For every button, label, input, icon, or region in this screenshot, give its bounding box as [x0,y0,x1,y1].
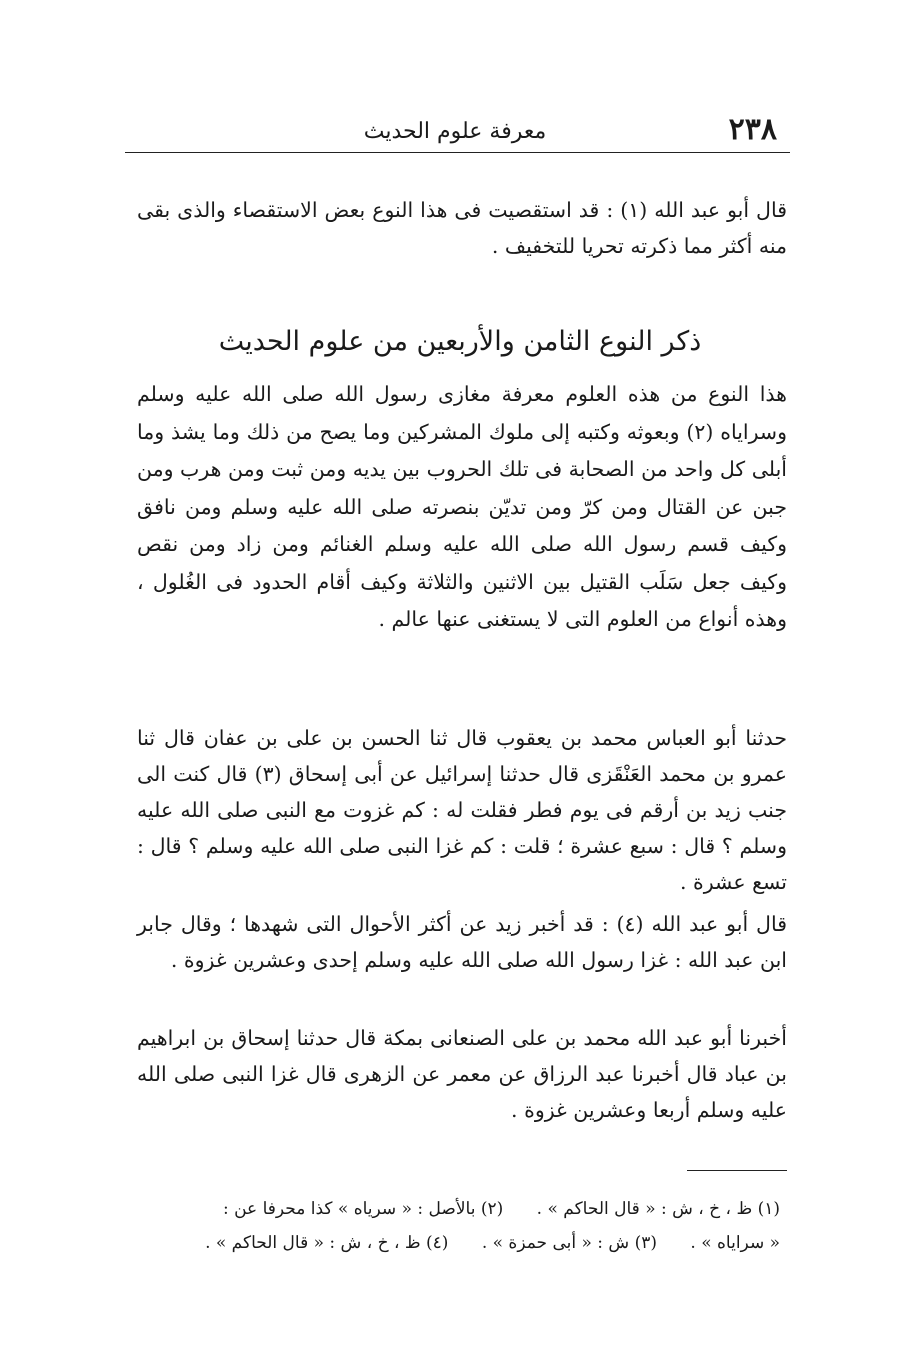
section-heading: ذكر النوع الثامن والأربعين من علوم الحديث [218,326,702,357]
paragraph-abu-abdullah: قال أبو عبد الله (٤) : قد أخبر زيد عن أكثر الأحوال التى شهدها ؛ وقال جابر ابن عبد الله : غزا رسول الله صلى الله عليه وسلم إحدى وعشرين غزوة . [137,912,787,972]
footnote-4: (٤) ظ ، خ ، ش : « قال الحاكم » . [205,1233,449,1253]
paragraph-maghazi: هذا النوع من هذه العلوم معرفة مغازى رسول الله صلى الله عليه وسلم وسراياه (٢) وبعوثه وكتبه إلى ملوك المشركين وما يصح من ذلك وما يشذ وما أبلى كل واحد من الصحابة فى تلك الحروب بين يديه ومن ثبت ومن هرب ومن جبن عن القتال ومن كرّ ومن تديّن بنصرته صلى الله عليه وسلم ومن نافق وكيف قسم رسول الله صلى الله عليه وسلم الغنائم ومن زاد ومن نقص وكيف جعل سَلَب القتيل بين الاثنين والثلاثة وكيف أقام الحدود فى الغُلول ، وهذه أنواع من العلوم التى لا يستغنى عنها عالم . [137,382,788,631]
page-header [125,112,785,152]
footnote-2-continued: « سراياه » . [690,1233,780,1253]
header-rule [125,152,790,153]
page-number: ٢٣٨ [728,112,777,147]
footnote-1: (١) ظ ، خ ، ش : « قال الحاكم » . [536,1199,780,1219]
footnote-line-2 [140,1226,780,1260]
running-title: معرفة علوم الحديث [363,119,547,144]
footnote-line-1 [140,1192,780,1226]
paragraph-sanani: أخبرنا أبو عبد الله محمد بن على الصنعانى بمكة قال حدثنا إسحاق بن ابراهيم بن عباد قال أخبرنا عبد الرزاق عن معمر عن الزهرى قال غزا النبى صلى الله عليه وسلم أربعا وعشرين غزوة . [137,1026,787,1122]
footnote-2: (٢) بالأصل : « سرياه » كذا محرفا عن : [222,1199,504,1219]
footnote-rule [687,1170,787,1171]
paragraph-intro: قال أبو عبد الله (١) : قد استقصيت فى هذا النوع بعض الاستقصاء والذى بقى منه أكثر مما ذكرته تحريا للتخفيف . [137,198,787,258]
paragraph-hadith-zayd: حدثنا أبو العباس محمد بن يعقوب قال ثنا الحسن بن على بن عفان قال ثنا عمرو بن محمد العَنْقَزى قال حدثنا إسرائيل عن أبى إسحاق (٣) قال كنت الى جنب زيد بن أرقم فى يوم فطر فقلت له : كم غزوت مع النبى صلى الله عليه وسلم ؟ قال : سبع عشرة ؛ قلت : كم غزا النبى صلى الله عليه وسلم ؟ قال : تسع عشرة . [137,726,787,894]
footnote-3: (٣) ش : « أبى حمزة » . [481,1233,657,1253]
footnotes [140,1192,780,1260]
